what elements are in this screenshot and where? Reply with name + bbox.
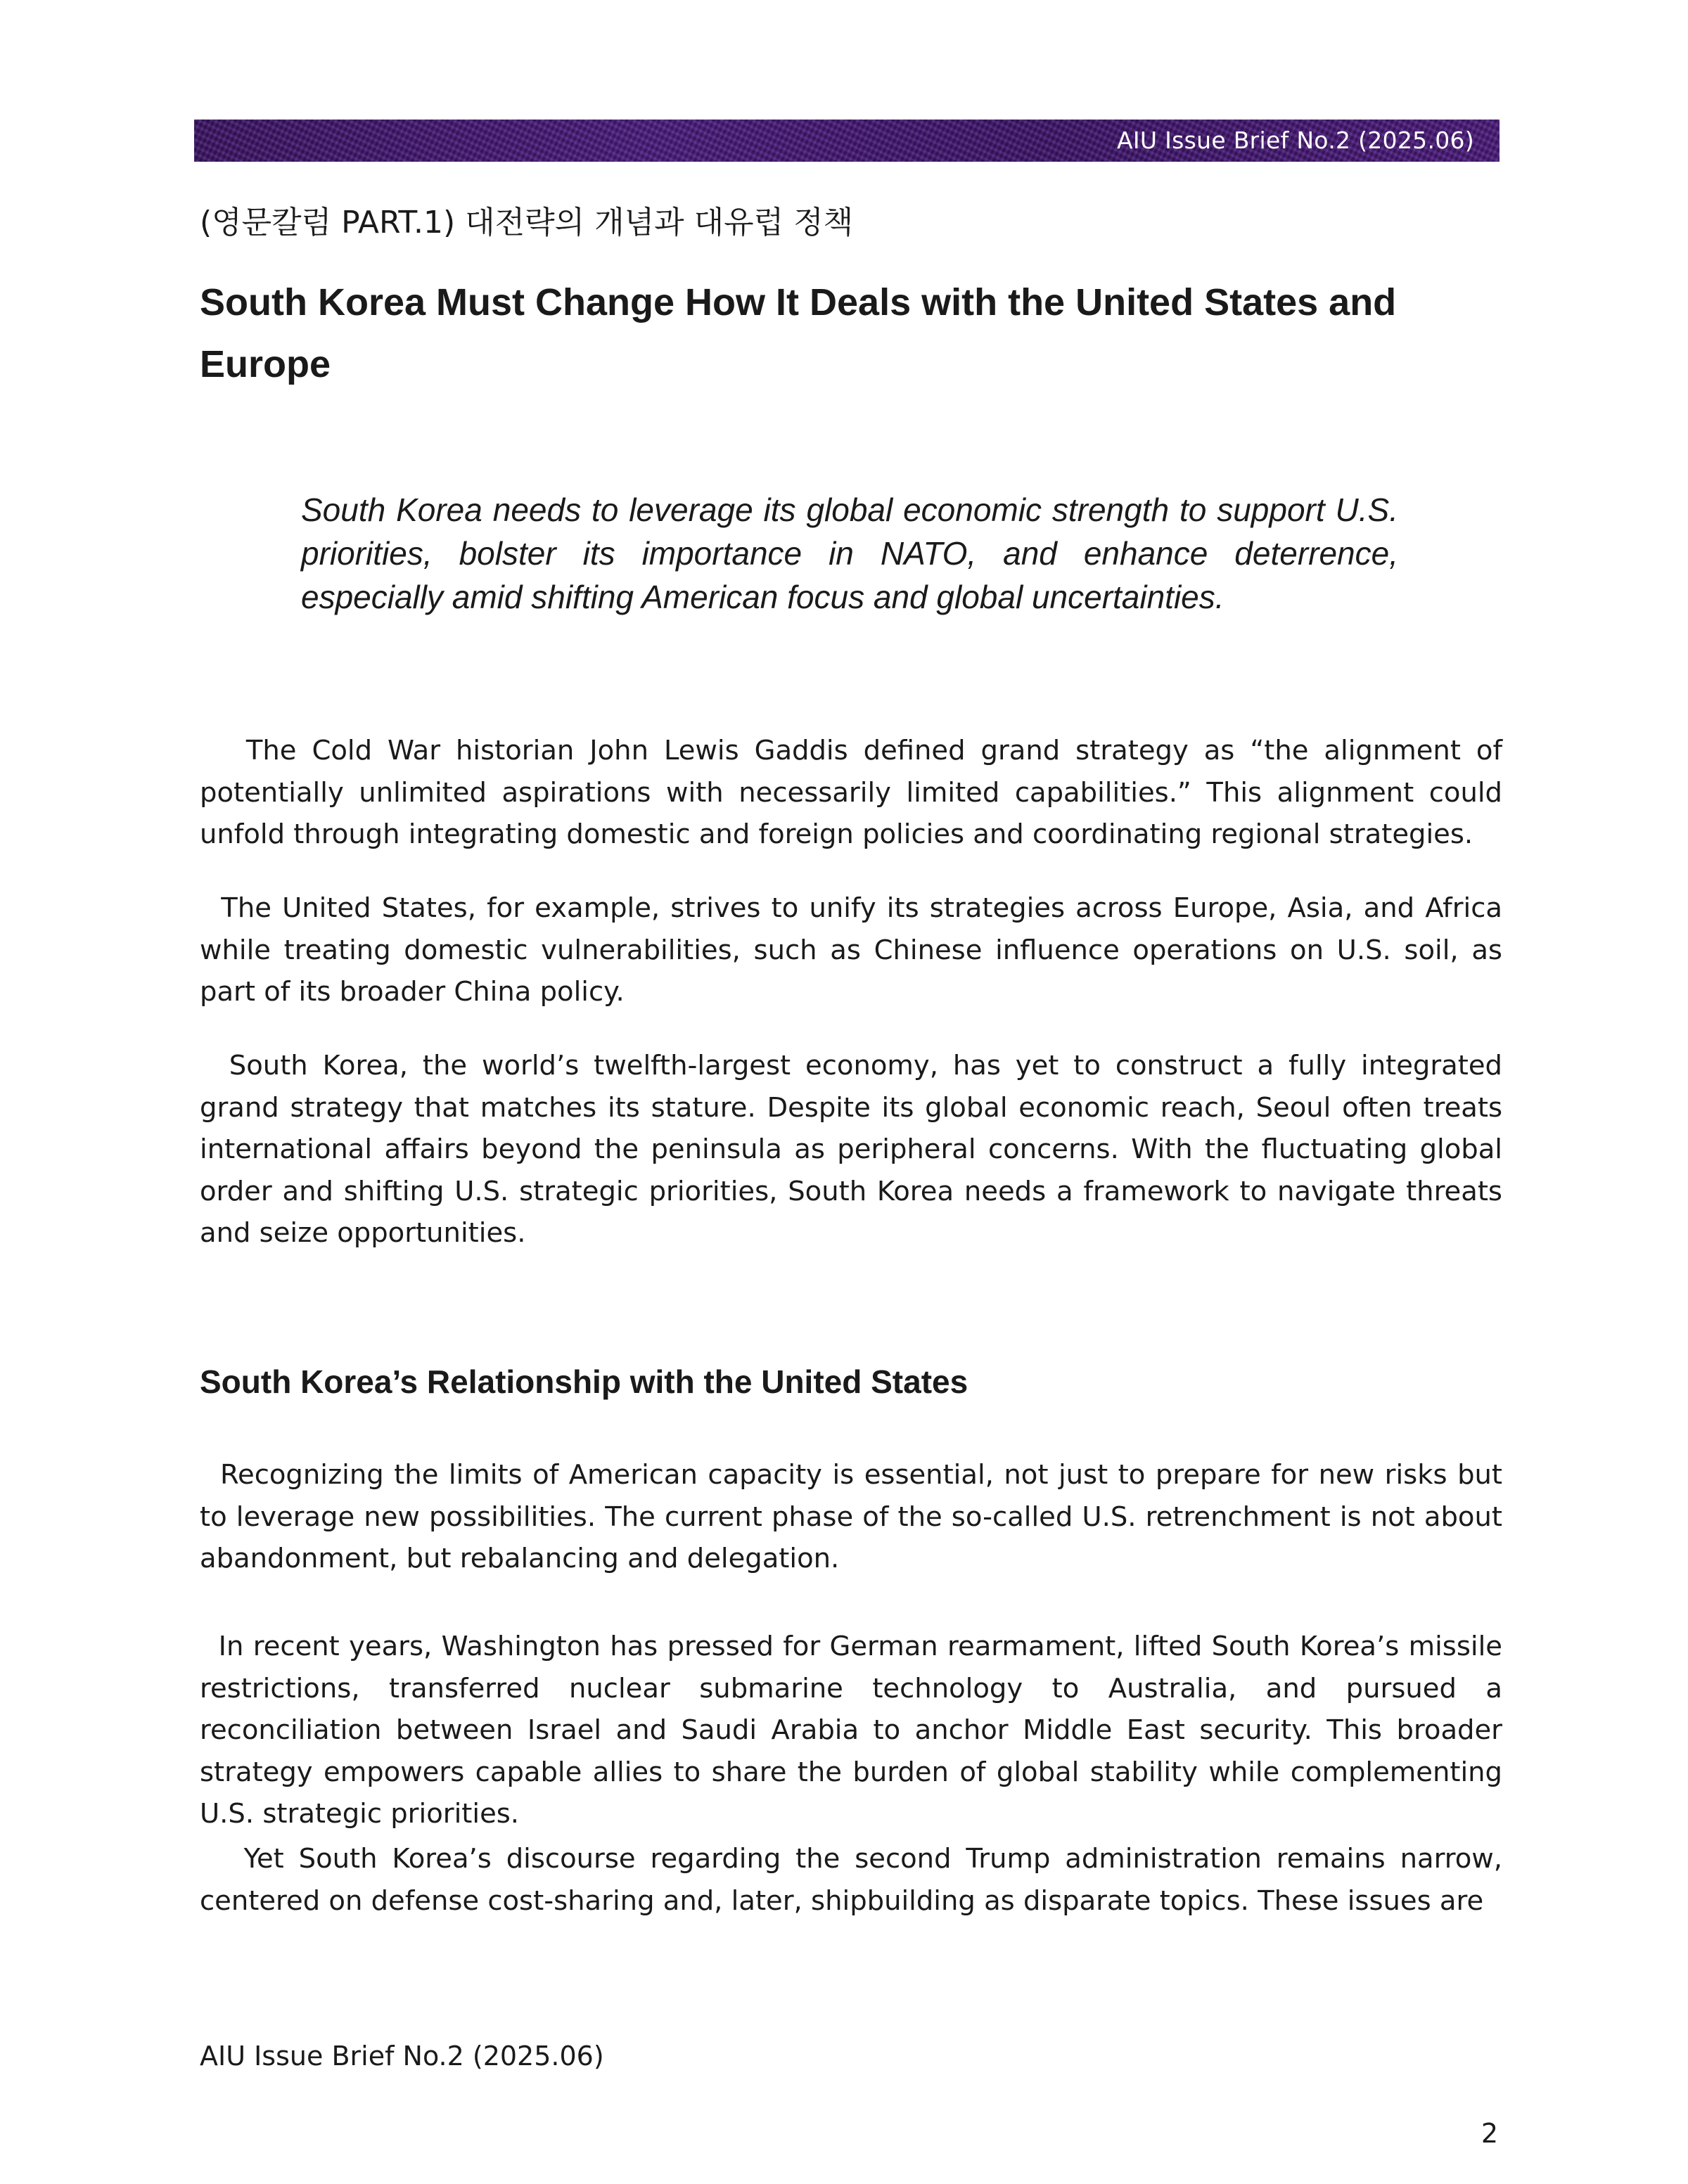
page-number: 2 [1481, 2118, 1498, 2149]
article-lead: South Korea needs to leverage its global economic strength to support U.S. priorities, bolster its importance in NATO, and enhance deterrence, especially amid shifting American focus and global uncertainties. [301, 492, 1398, 615]
header-banner-text: AIU Issue Brief No.2 (2025.06) [1116, 127, 1474, 154]
footer-publication: AIU Issue Brief No.2 (2025.06) [200, 2041, 604, 2071]
article-title: South Korea Must Change How It Deals with the United States and Europe [200, 281, 1397, 385]
body-paragraph-3: South Korea, the world’s twelfth-largest economy, has yet to construct a fully integrated grand strategy that matches its stature. Despite its global economic reach, Seoul often treats international affairs beyond the peninsula as peripheral concerns. With the fluctuating global order and shifting U.S. strategic priorities, South Korea needs a framework to navigate threats and seize opportunities. [200, 1050, 1502, 1249]
article-kicker: (영문칼럼 PART.1) 대전략의 개념과 대유럽 정책 [200, 205, 854, 240]
section-paragraph-2: In recent years, Washington has pressed for German rearmament, lifted South Korea’s missile restrictions, transferred nuclear submarine technology to Australia, and pursued a reconciliation between Israel and Saudi Arabia to anchor Middle East security. This broader strategy empowers capable allies to share the burden of global stability while complementing U.S. strategic priorities. [200, 1631, 1502, 1830]
section-paragraph-1: Recognizing the limits of American capacity is essential, not just to prepare for new risks but to leverage new possibilities. The current phase of the so-called U.S. retrenchment is not about abandonment, but rebalancing and delegation. [200, 1459, 1502, 1574]
section-paragraph-3: Yet South Korea’s discourse regarding the second Trump administration remains narrow, centered on defense cost-sharing and, later, shipbuilding as disparate topics. These issues are [200, 1843, 1502, 1917]
body-paragraph-1: The Cold War historian John Lewis Gaddis defined grand strategy as “the alignment of potentially unlimited aspirations with necessarily limited capabilities.” This alignment could unfold through integrating domestic and foreign policies and coordinating regional strategies. [200, 735, 1502, 850]
section-heading: South Korea’s Relationship with the United States [200, 1363, 968, 1400]
header-banner [194, 120, 1500, 162]
body-paragraph-2: The United States, for example, strives to unify its strategies across Europe, Asia, and Africa while treating domestic vulnerabilities, such as Chinese influence operations on U.S. soil, as part of its broader China policy. [200, 892, 1502, 1008]
